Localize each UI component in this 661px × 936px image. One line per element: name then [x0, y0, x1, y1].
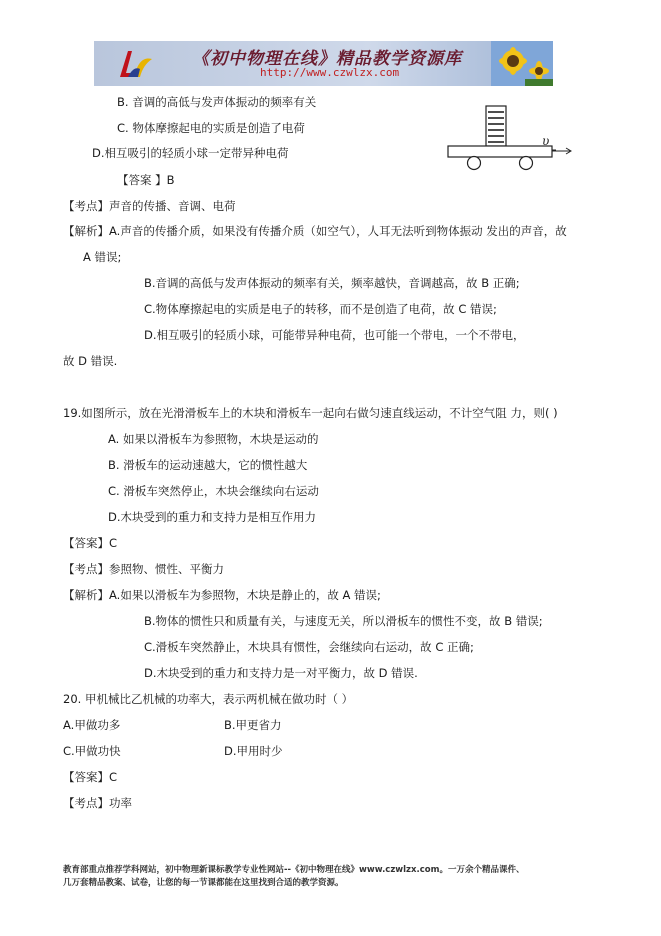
velocity-arrow-icon — [552, 146, 574, 156]
q18-analysis: 【解析】A.声音的传播介质，如果没有传播介质（如空气），人耳无法听到物体振动 发出的声音，故 — [63, 224, 567, 238]
q20-option-d: D.甲用时少 — [224, 744, 283, 758]
q19-option-a: A. 如果以滑板车为参照物，木块是运动的 — [108, 432, 319, 446]
q20-question: 20. 甲机械比乙机械的功率大，表示两机械在做功时（ ） — [63, 692, 354, 706]
q18-answer: 【答案 】B — [117, 173, 175, 187]
header-banner — [94, 41, 553, 86]
q20-option-a: A.甲做功多 — [63, 718, 121, 732]
banner-url[interactable]: http://www.czwlzx.com — [260, 66, 400, 79]
q19-answer: 【答案】C — [63, 536, 118, 550]
q18-option-c: C. 物体摩擦起电的实质是创造了电荷 — [117, 121, 305, 135]
footer-line: 教育部重点推荐学科网站，初中物理新课标教学专业性网站--《初中物理在线》www.czwlzx.com。一万余个精品课件、 — [63, 865, 525, 875]
footer-line: 几万套精品教案、试卷，让您的每一节课都能在这里找到合适的教学资源。 — [63, 878, 344, 888]
skateboard-wheel — [468, 157, 481, 170]
q18-analysis: A 错误; — [83, 250, 122, 264]
skateboard-wheel — [520, 157, 533, 170]
q19-topic: 【考点】参照物、惯性、平衡力 — [63, 562, 224, 576]
q18-option-b: B. 音调的高低与发声体振动的频率有关 — [117, 95, 317, 109]
q19-analysis: 【解析】A.如果以滑板车为参照物，木块是静止的，故 A 错误; — [63, 588, 381, 602]
q18-option-d: D.相互吸引的轻质小球一定带异种电荷 — [92, 146, 289, 160]
site-logo-icon — [114, 47, 156, 81]
q19-analysis: B.物体的惯性只和质量有关，与速度无关，所以滑板车的惯性不变，故 B 错误; — [144, 614, 543, 628]
q18-analysis: C.物体摩擦起电的实质是电子的转移，而不是创造了电荷，故 C 错误; — [144, 302, 497, 316]
q20-option-b: B.甲更省力 — [224, 718, 282, 732]
q19-option-b: B. 滑板车的运动速越大，它的惯性越大 — [108, 458, 308, 472]
q19-option-c: C. 滑板车突然停止，木块会继续向右运动 — [108, 484, 319, 498]
banner-title: 《初中物理在线》精品教学资源库 — [192, 49, 462, 69]
q20-option-c: C.甲做功快 — [63, 744, 121, 758]
skateboard-deck — [448, 146, 552, 157]
q19-option-d: D.木块受到的重力和支持力是相互作用力 — [108, 510, 317, 524]
sunflower-icon — [491, 41, 553, 86]
skateboard-block-figure — [446, 102, 556, 174]
q19-analysis: C.滑板车突然静止，木块具有惯性，会继续向右运动，故 C 正确; — [144, 640, 474, 654]
q19-question: 19.如图所示，放在光滑滑板车上的木块和滑板车一起向右做匀速直线运动，不计空气阻 力，则( ) — [63, 406, 558, 420]
q18-analysis: 故 D 错误. — [63, 354, 118, 368]
q18-topic: 【考点】声音的传播、音调、电荷 — [63, 199, 236, 213]
q18-analysis: D.相互吸引的轻质小球，可能带异种电荷，也可能一个带电，一个不带电， — [144, 328, 525, 342]
q20-answer: 【答案】C — [63, 770, 118, 784]
q19-analysis: D.木块受到的重力和支持力是一对平衡力，故 D 错误. — [144, 666, 418, 680]
velocity-label: υ — [542, 134, 550, 148]
q20-topic: 【考点】功率 — [63, 796, 132, 810]
q18-analysis: B.音调的高低与发声体振动的频率有关，频率越快，音调越高，故 B 正确; — [144, 276, 520, 290]
